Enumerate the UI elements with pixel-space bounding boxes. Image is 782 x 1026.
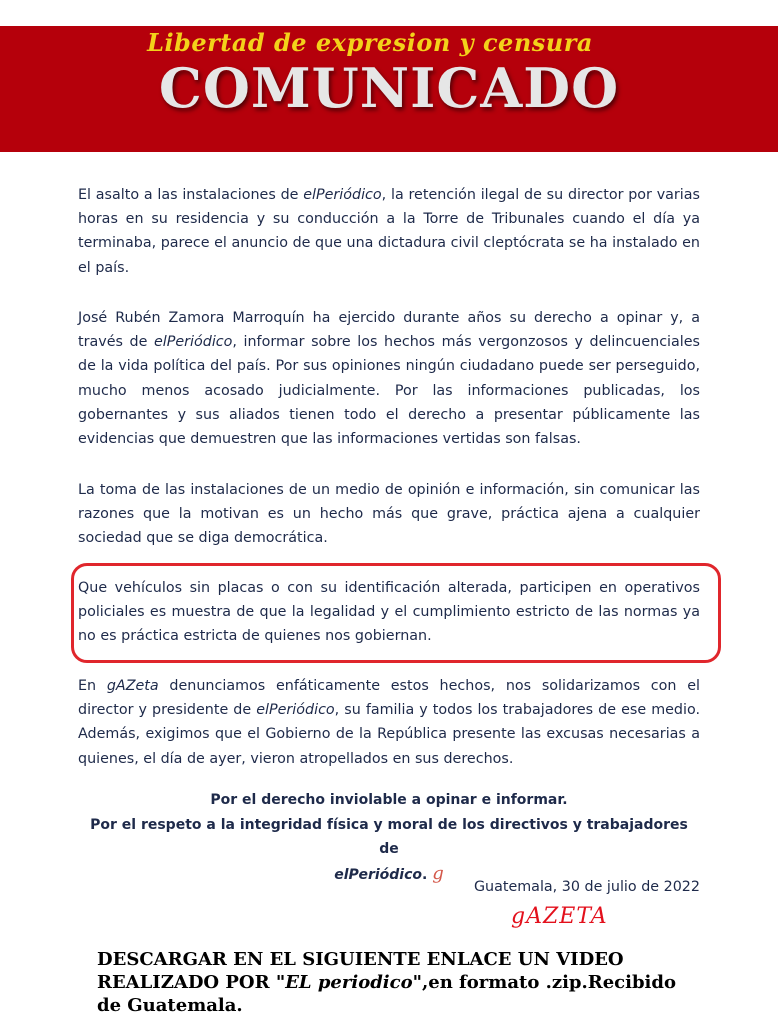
paragraph-5-publication: elPeriódico — [256, 702, 335, 719]
paragraph-1-publication: elPeriódico — [303, 187, 382, 203]
paragraph-4-highlighted: Que vehículos sin placas o con su identificación alterada, participen en operativos policiales es muestra de que la legalidad y el cumplimiento estricto de las normas ya no es práctica estricta de quienes nos gobiernan. — [78, 580, 700, 645]
header-banner — [0, 26, 778, 152]
paragraph-5-text-c: denunciamos enfáticamente estos hechos, nos solidarizamos con el director y presidente de — [78, 678, 701, 719]
paragraph-2-text-c: , informar sobre los hechos más vergonzosos y delincuenciales de la vida política del país. Por sus opiniones ningún ciudadano puede ser perseguido, mucho menos acosado judicialmente. Por las informaciones publicadas, los gobernantes y sus aliados tienen todo el derecho a presentar públicamente las evidencias que demuestren que las informaciones vertidas son falsas. — [78, 334, 700, 448]
download-text-a: DESCARGAR EN EL SIGUIENTE ENLACE UN VIDEO REALIZADO POR — [97, 949, 624, 993]
paragraph-1-text-a: El asalto a las instalaciones de — [78, 187, 304, 203]
closing-publication: elPeriódico — [334, 866, 422, 883]
paragraph-1 — [78, 183, 700, 280]
paragraph-2-text-a: José Rubén Zamora Marroquín ha ejercido durante años su derecho a opinar y, a través de — [78, 310, 700, 351]
download-notice — [97, 948, 697, 1017]
download-source: "EL periodico" — [275, 972, 422, 993]
closing-line-2: Por el respeto a la integridad física y moral de los directivos y trabajadores de — [90, 816, 688, 857]
banner-subtitle: Libertad de expresion y censura — [147, 28, 593, 57]
paragraph-5-gazeta: gAZeta — [106, 678, 159, 694]
closing-block — [78, 788, 700, 887]
gazeta-g-mark: g — [432, 862, 444, 884]
download-text-c: ,en formato .zip.Recibido de Guatemala. — [97, 972, 676, 1016]
paragraph-2 — [78, 306, 700, 451]
closing-period: . — [422, 866, 428, 883]
banner-title: COMUNICADO — [158, 56, 620, 120]
gazeta-signature: gAZETA — [511, 904, 608, 929]
paragraph-5-text-a: En — [78, 678, 107, 694]
paragraph-3: La toma de las instalaciones de un medio de opinión e información, sin comunicar las razones que la motivan es un hecho más que grave, práctica ajena a cualquier sociedad que se diga democrática. — [78, 482, 700, 547]
paragraph-5-text-e: , su familia y todos los trabajadores de ese medio. Además, exigimos que el Gobierno de la República presente las excusas necesarias a quienes, el día de ayer, vieron atropellados en sus derechos. — [78, 702, 700, 767]
paragraph-1-text-c: , la retención ilegal de su director por varias horas en su residencia y su conducción a la Torre de Tribunales cuando el día ya terminaba, parece el anuncio de que una dictadura civil cleptócrata se ha instalado en el país. — [78, 187, 700, 276]
paragraph-2-publication: elPeriódico — [153, 334, 233, 351]
paragraph-5 — [78, 674, 700, 771]
closing-line-1: Por el derecho inviolable a opinar e informar. — [210, 792, 568, 808]
date-line: Guatemala, 30 de julio de 2022 — [473, 879, 700, 895]
